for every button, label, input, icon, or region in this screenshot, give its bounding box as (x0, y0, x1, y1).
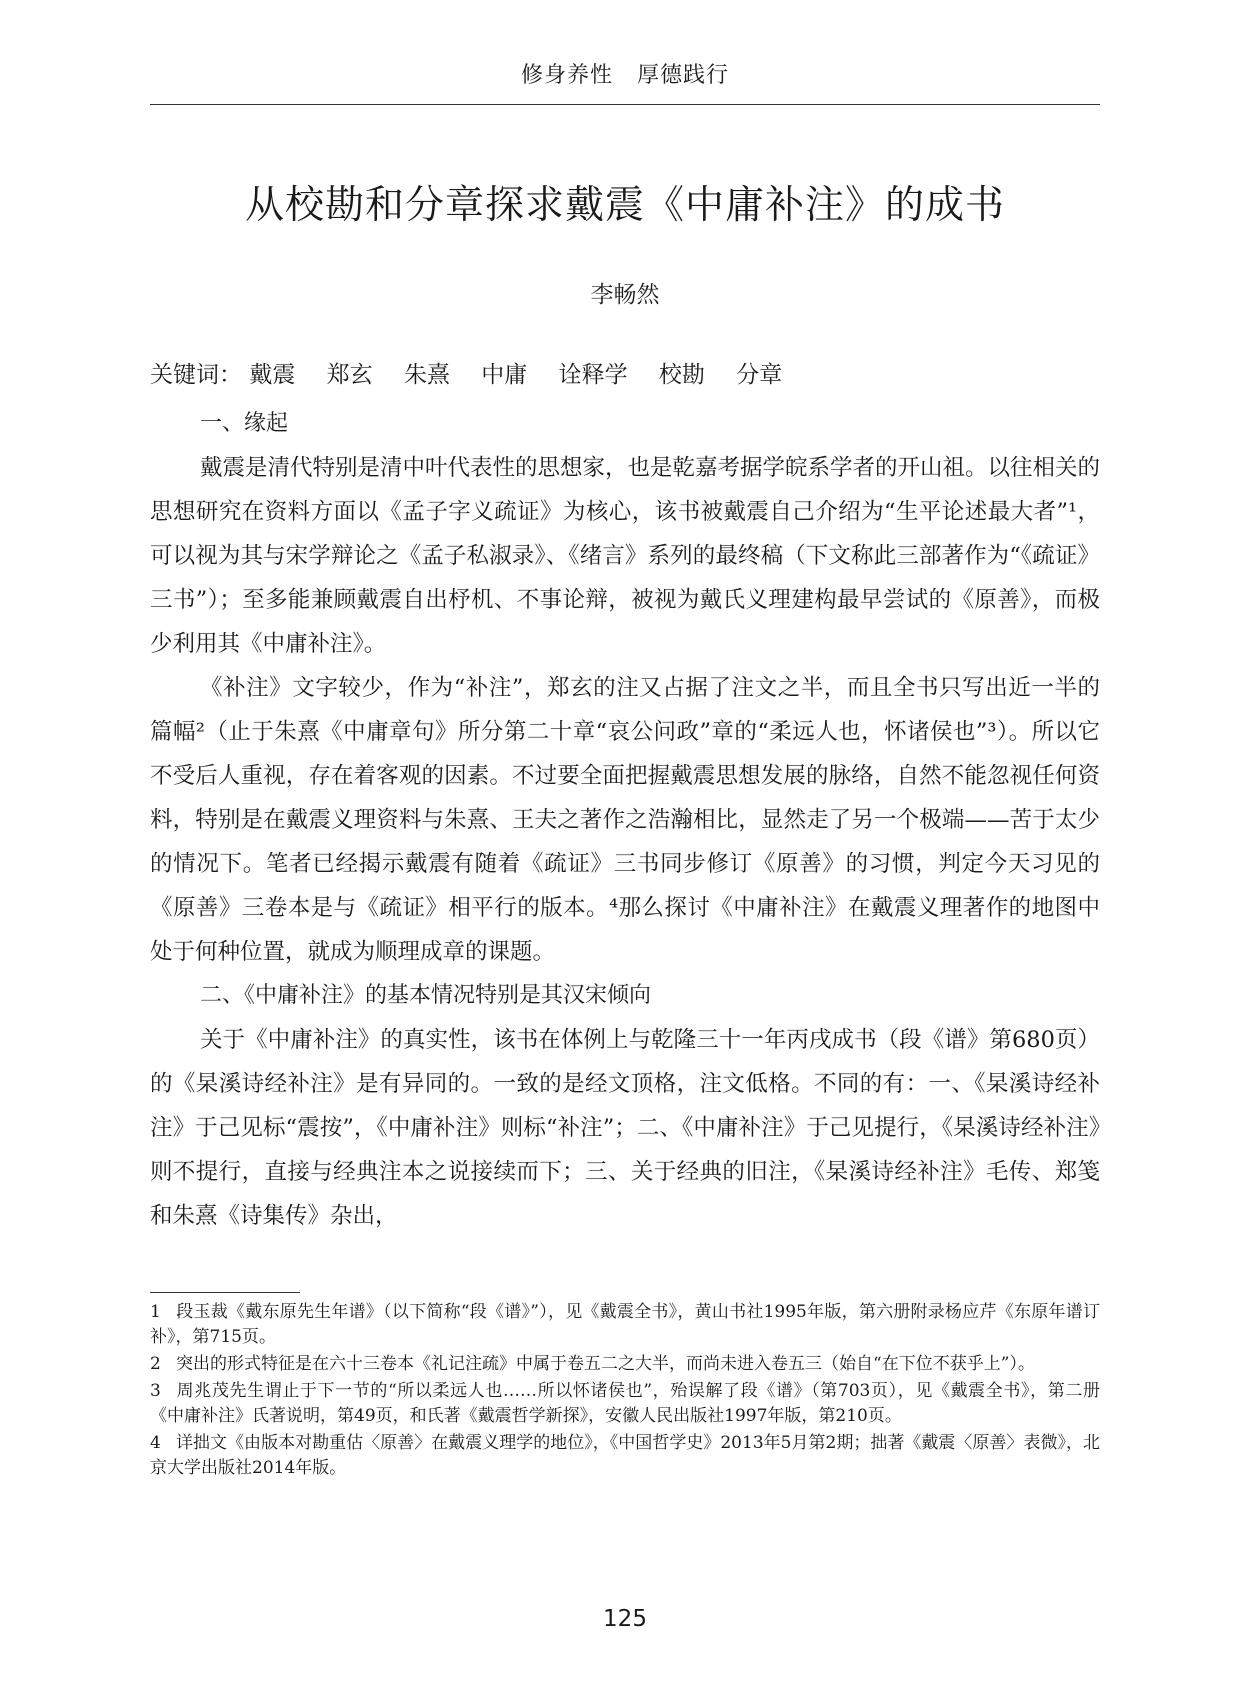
footnote (150, 1300, 1100, 1350)
footnote-text: 详拙文《由版本对勘重估〈原善〉在戴震义理学的地位》，《中国哲学史》2013年5月第2期；拙著《戴震〈原善〉表微》，北京大学出版社2014年版。 (150, 1433, 1100, 1478)
author-name: 李畅然 (590, 282, 660, 308)
footnote-text: 周兆茂先生谓止于下一节的“所以柔远人也……所以怀诸侯也”，殆误解了段《谱》（第703页），见《戴震全书》，第二册《中庸补注》氏著说明，第49页，和氏著《戴震哲学新探》，安徽人民出版社1997年版，第210页。 (150, 1381, 1100, 1426)
footnote-text: 突出的形式特征是在六十三卷本《礼记注疏》中属于卷五二之大半，而尚未进入卷五三（始自“在下位不获乎上”）。 (176, 1354, 1035, 1374)
keyword-item: 校勘 (658, 362, 705, 388)
keywords-line (150, 356, 1100, 389)
running-header-right: 厚德践行 (637, 63, 730, 88)
page-number: 125 (603, 1606, 647, 1632)
footnote (150, 1431, 1100, 1481)
keyword-item: 分章 (736, 362, 783, 388)
keywords-label: 关键词： (150, 362, 242, 388)
running-header-left: 修身养性 (520, 63, 613, 88)
keyword-item: 诠释学 (558, 362, 628, 388)
footnote-number: 1 (150, 1302, 161, 1322)
body-paragraph: 《补注》文字较少，作为“补注”，郑玄的注又占据了注文之半，而且全书只写出近一半的篇幅²（止于朱熹《中庸章句》所分第二十章“哀公问政”章的“柔远人也，怀诸侯也”³）。所以它不受后人重视，存在着客观的因素。不过要全面把握戴震思想发展的脉络，自然不能忽视任何资料，特别是在戴震义理资料与朱熹、王夫之著作之浩瀚相比，显然走了另一个极端——苦于太少的情况下。笔者已经揭示戴震有随着《疏证》三书同步修订《原善》的习惯，判定今天习见的《原善》三卷本是与《疏证》相平行的版本。⁴那么探讨《中庸补注》在戴震义理著作的地图中处于何种位置，就成为顺理成章的课题。 (150, 675, 1100, 965)
keyword-item: 中庸 (481, 362, 528, 388)
keyword-item: 朱熹 (403, 362, 450, 388)
article-title: 从校勘和分章探求戴震《中庸补注》的成书 (244, 183, 1005, 228)
article-body (150, 402, 1100, 1238)
footnote (150, 1352, 1100, 1377)
section-heading: 二、《中庸补注》的基本情况特别是其汉宋倾向 (200, 983, 652, 1008)
footnote-number: 4 (150, 1433, 161, 1453)
body-paragraph: 戴震是清代特别是清中叶代表性的思想家，也是乾嘉考据学皖系学者的开山祖。以往相关的思想研究在资料方面以《孟子字义疏证》为核心，该书被戴震自己介绍为“生平论述最大者”¹，可以视为其与宋学辩论之《孟子私淑录》、《绪言》系列的最终稿（下文称此三部著作为“《疏证》三书”）；至多能兼顾戴震自出杼机、不事论辩，被视为戴氏义理建构最早尝试的《原善》，而极少利用其《中庸补注》。 (150, 455, 1101, 657)
footnote-rule (150, 1292, 300, 1293)
keyword-item: 郑玄 (326, 362, 373, 388)
footnote-text: 段玉裁《戴东原先生年谱》（以下简称“段《谱》”），见《戴震全书》，黄山书社1995年版，第六册附录杨应芹《东原年谱订补》，第715页。 (150, 1302, 1100, 1347)
footnote-number: 3 (150, 1381, 161, 1401)
header-rule (150, 104, 1100, 105)
footnotes (150, 1300, 1100, 1483)
keyword-item: 戴震 (249, 362, 296, 388)
footnote-number: 2 (150, 1354, 161, 1374)
footnote (150, 1379, 1100, 1429)
section-heading: 一、缘起 (200, 411, 289, 436)
running-header (150, 58, 1100, 89)
body-paragraph: 关于《中庸补注》的真实性，该书在体例上与乾隆三十一年丙戌成书（段《谱》第680页）的《杲溪诗经补注》是有异同的。一致的是经文顶格，注文低格。不同的有：一、《杲溪诗经补注》于己见标“震按”，《中庸补注》则标“补注”；二、《中庸补注》于己见提行，《杲溪诗经补注》则不提行，直接与经典注本之说接续而下；三、关于经典的旧注，《杲溪诗经补注》毛传、郑笺和朱熹《诗集传》杂出， (150, 1027, 1100, 1229)
